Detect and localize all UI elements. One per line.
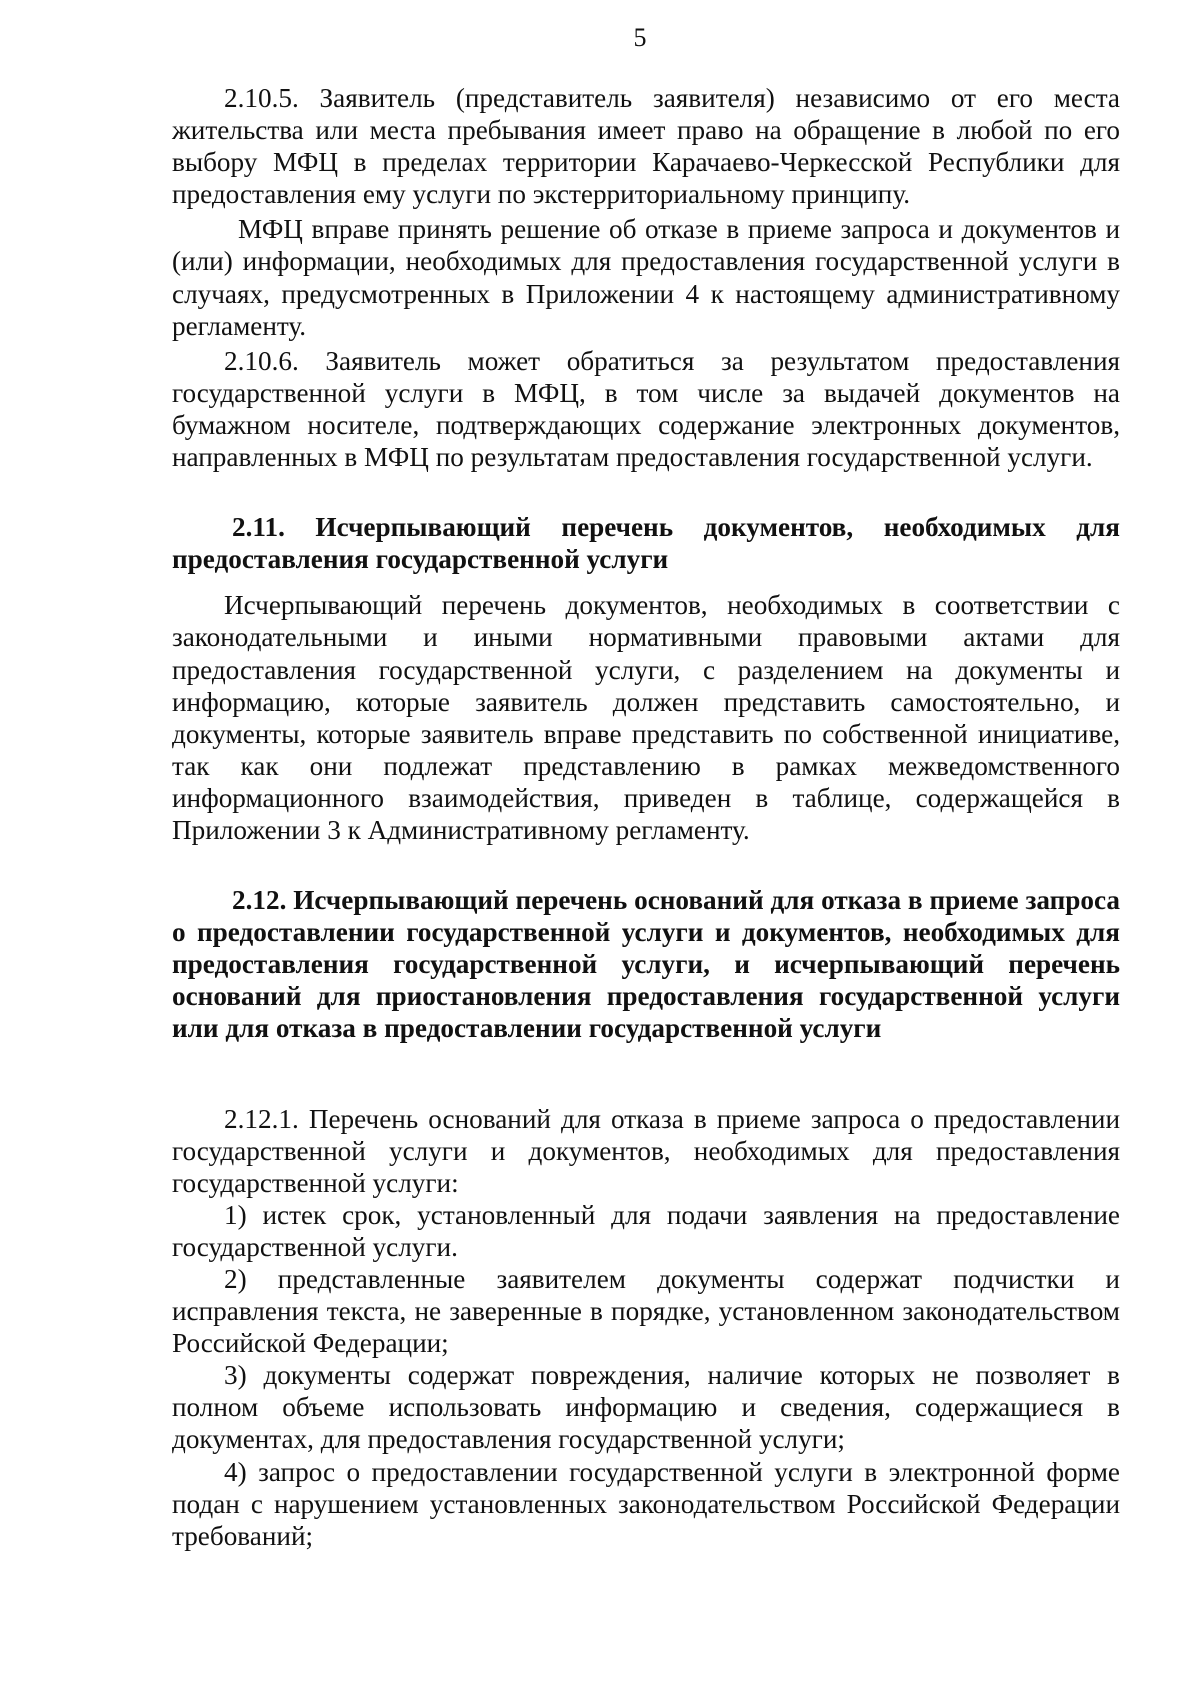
section-heading-2-12: 2.12. Исчерпывающий перечень оснований для отказа в приеме запроса о предоставлении государственной услуги и документов, необходимых для предоставления государственной услуги, и исчерпывающий перечень оснований для приостановления предоставления государственной услуги или для отказа в предоставлении государственной услуги bbox=[172, 885, 1120, 1044]
paragraph-2-10-6: 2.10.6. Заявитель может обратиться за результатом предоставления государственной услуги в МФЦ, в том числе за выдачей документов на бумажном носителе, подтверждающих содержание электронных документов, направленных в МФЦ по результатам предоставления государственной услуги. bbox=[172, 345, 1120, 473]
paragraph-2-11-body: Исчерпывающий перечень документов, необходимых в соответствии с законодательными и иными нормативными правовыми актами для предоставления государственной услуги, с разделением на документы и информацию, которые заявитель должен представить самостоятельно, и документы, которые заявитель вправе представить по собственной инициативе, так как они подлежат представлению в рамках межведомственного информационного взаимодействия, приведен в таблице, содержащейся в Приложении 3 к Административному регламенту. bbox=[172, 590, 1120, 845]
list-item-1: 1) истек срок, установленный для подачи заявления на предоставление государственной услуги. bbox=[172, 1199, 1120, 1262]
paragraph-2-10-5: 2.10.5. Заявитель (представитель заявителя) независимо от его места жительства или места пребывания имеет право на обращение в любой по его выбору МФЦ в пределах территории Карачаево-Черкесской Республики для предоставления ему услуги по экстерриториальному принципу. bbox=[172, 83, 1120, 210]
section-heading-2-11: 2.11. Исчерпывающий перечень документов, необходимых для предоставления государственной услуги bbox=[172, 512, 1120, 575]
document-body bbox=[172, 82, 1120, 1552]
paragraph-2-12-1: 2.12.1. Перечень оснований для отказа в приеме запроса о предоставлении государственной услуги и документов, необходимых для предоставления государственной услуги: bbox=[172, 1103, 1120, 1198]
list-item-4: 4) запрос о предоставлении государственной услуги в электронной форме подан с нарушением установленных законодательством Российской Федерации требований; bbox=[172, 1456, 1120, 1551]
list-item-2: 2) представленные заявителем документы содержат подчистки и исправления текста, не заверенные в порядке, установленном законодательством Российской Федерации; bbox=[172, 1264, 1120, 1359]
list-item-3: 3) документы содержат повреждения, наличие которых не позволяет в полном объеме использовать информацию и сведения, содержащиеся в документах, для предоставления государственной услуги; bbox=[172, 1360, 1120, 1455]
paragraph-mfc-refusal: МФЦ вправе принять решение об отказе в приеме запроса и документов и (или) информации, необходимых для предоставления государственной услуги в случаях, предусмотренных в Приложении 4 к настоящему административному регламенту. bbox=[172, 214, 1120, 341]
page-number: 5 bbox=[633, 23, 647, 52]
